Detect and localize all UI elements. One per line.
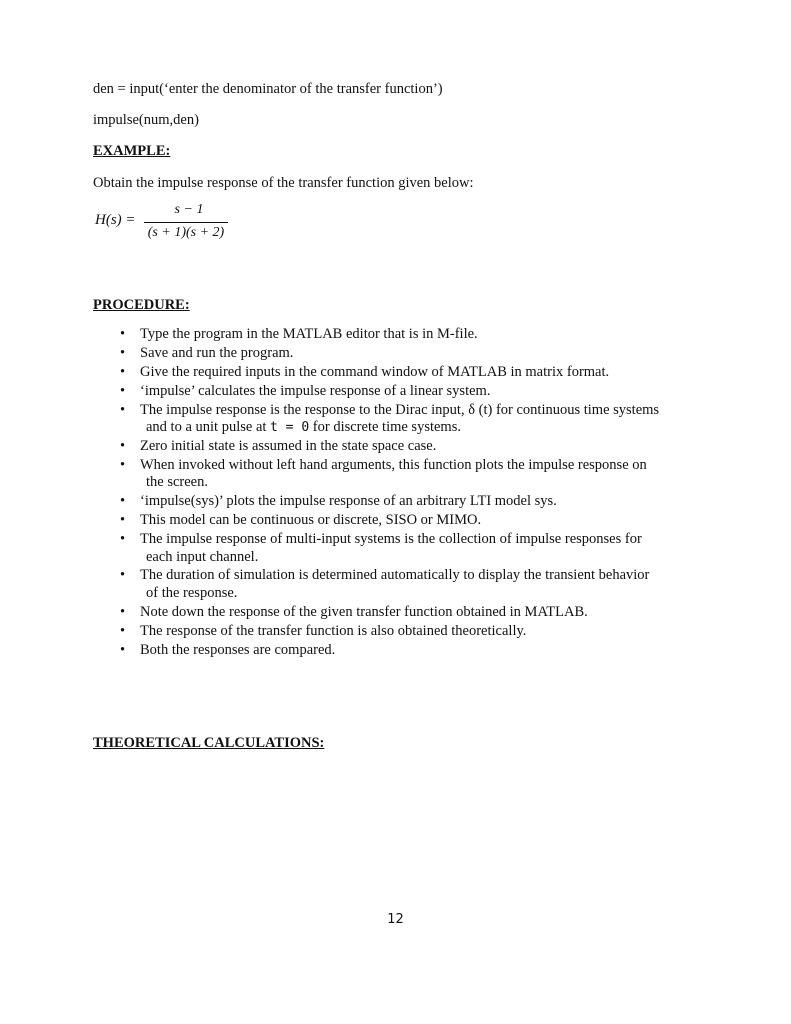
list-item: • Give the required inputs in the command window of MATLAB in matrix format. <box>120 363 610 380</box>
bullet-icon: • <box>120 401 126 418</box>
list-item: • The impulse response of multi-input systems is the collection of impulse responses for each input channel. <box>120 531 642 565</box>
bullet-icon: • <box>120 603 126 620</box>
code-line-impulse: impulse(num,den) <box>93 112 199 128</box>
formula-fraction-bar <box>144 222 228 223</box>
bullet-icon: • <box>120 344 126 361</box>
list-item: • Note down the response of the given transfer function obtained in MATLAB. <box>120 603 588 620</box>
list-item: • ‘impulse(sys)’ plots the impulse response of an arbitrary LTI model sys. <box>120 493 557 510</box>
bullet-icon: • <box>120 382 126 399</box>
list-item: • Save and run the program. <box>120 344 294 361</box>
procedure-heading: PROCEDURE: <box>93 297 190 313</box>
list-item: • Zero initial state is assumed in the state space case. <box>120 437 437 454</box>
inline-code: t = 0 <box>270 420 310 436</box>
list-item: • When invoked without left hand arguments, this function plots the impulse response on the screen. <box>120 456 647 491</box>
bullet-icon: • <box>120 622 126 639</box>
page-number: 12 <box>387 912 404 927</box>
list-item: • ‘impulse’ calculates the impulse response of a linear system. <box>120 382 491 399</box>
formula-denominator: (s + 1)(s + 2) <box>147 225 225 240</box>
list-item: • Type the program in the MATLAB editor that is in M-file. <box>120 326 478 342</box>
bullet-icon: • <box>120 641 126 658</box>
bullet-icon: • <box>120 493 126 510</box>
list-item: • The impulse response is the response to the Dirac input, δ (t) for continuous time systems and to a unit pulse at t = 0 for discrete time systems. <box>120 401 660 436</box>
bullet-icon: • <box>120 531 126 548</box>
formula-numerator: s − 1 <box>174 202 204 217</box>
transfer-function-formula <box>95 200 235 248</box>
example-heading: EXAMPLE: <box>93 143 171 159</box>
list-item: • Both the responses are compared. <box>120 641 336 658</box>
example-text: Obtain the impulse response of the transfer function given below: <box>93 175 474 191</box>
formula-lhs: H(s) = <box>95 212 136 228</box>
list-item: • The duration of simulation is determined automatically to display the transient behavior of the response. <box>120 567 650 601</box>
bullet-icon: • <box>120 326 126 342</box>
theoretical-calculations-heading: THEORETICAL CALCULATIONS: <box>93 735 325 751</box>
list-item: • The response of the transfer function is also obtained theoretically. <box>120 622 527 639</box>
bullet-icon: • <box>120 437 126 454</box>
list-item: • This model can be continuous or discrete, SISO or MIMO. <box>120 512 482 529</box>
bullet-icon: • <box>120 512 126 529</box>
bullet-icon: • <box>120 363 126 380</box>
bullet-icon: • <box>120 567 126 584</box>
procedure-list <box>120 326 700 660</box>
code-line-den: den = input(‘enter the denominator of the transfer function’) <box>93 81 443 97</box>
bullet-icon: • <box>120 456 126 473</box>
